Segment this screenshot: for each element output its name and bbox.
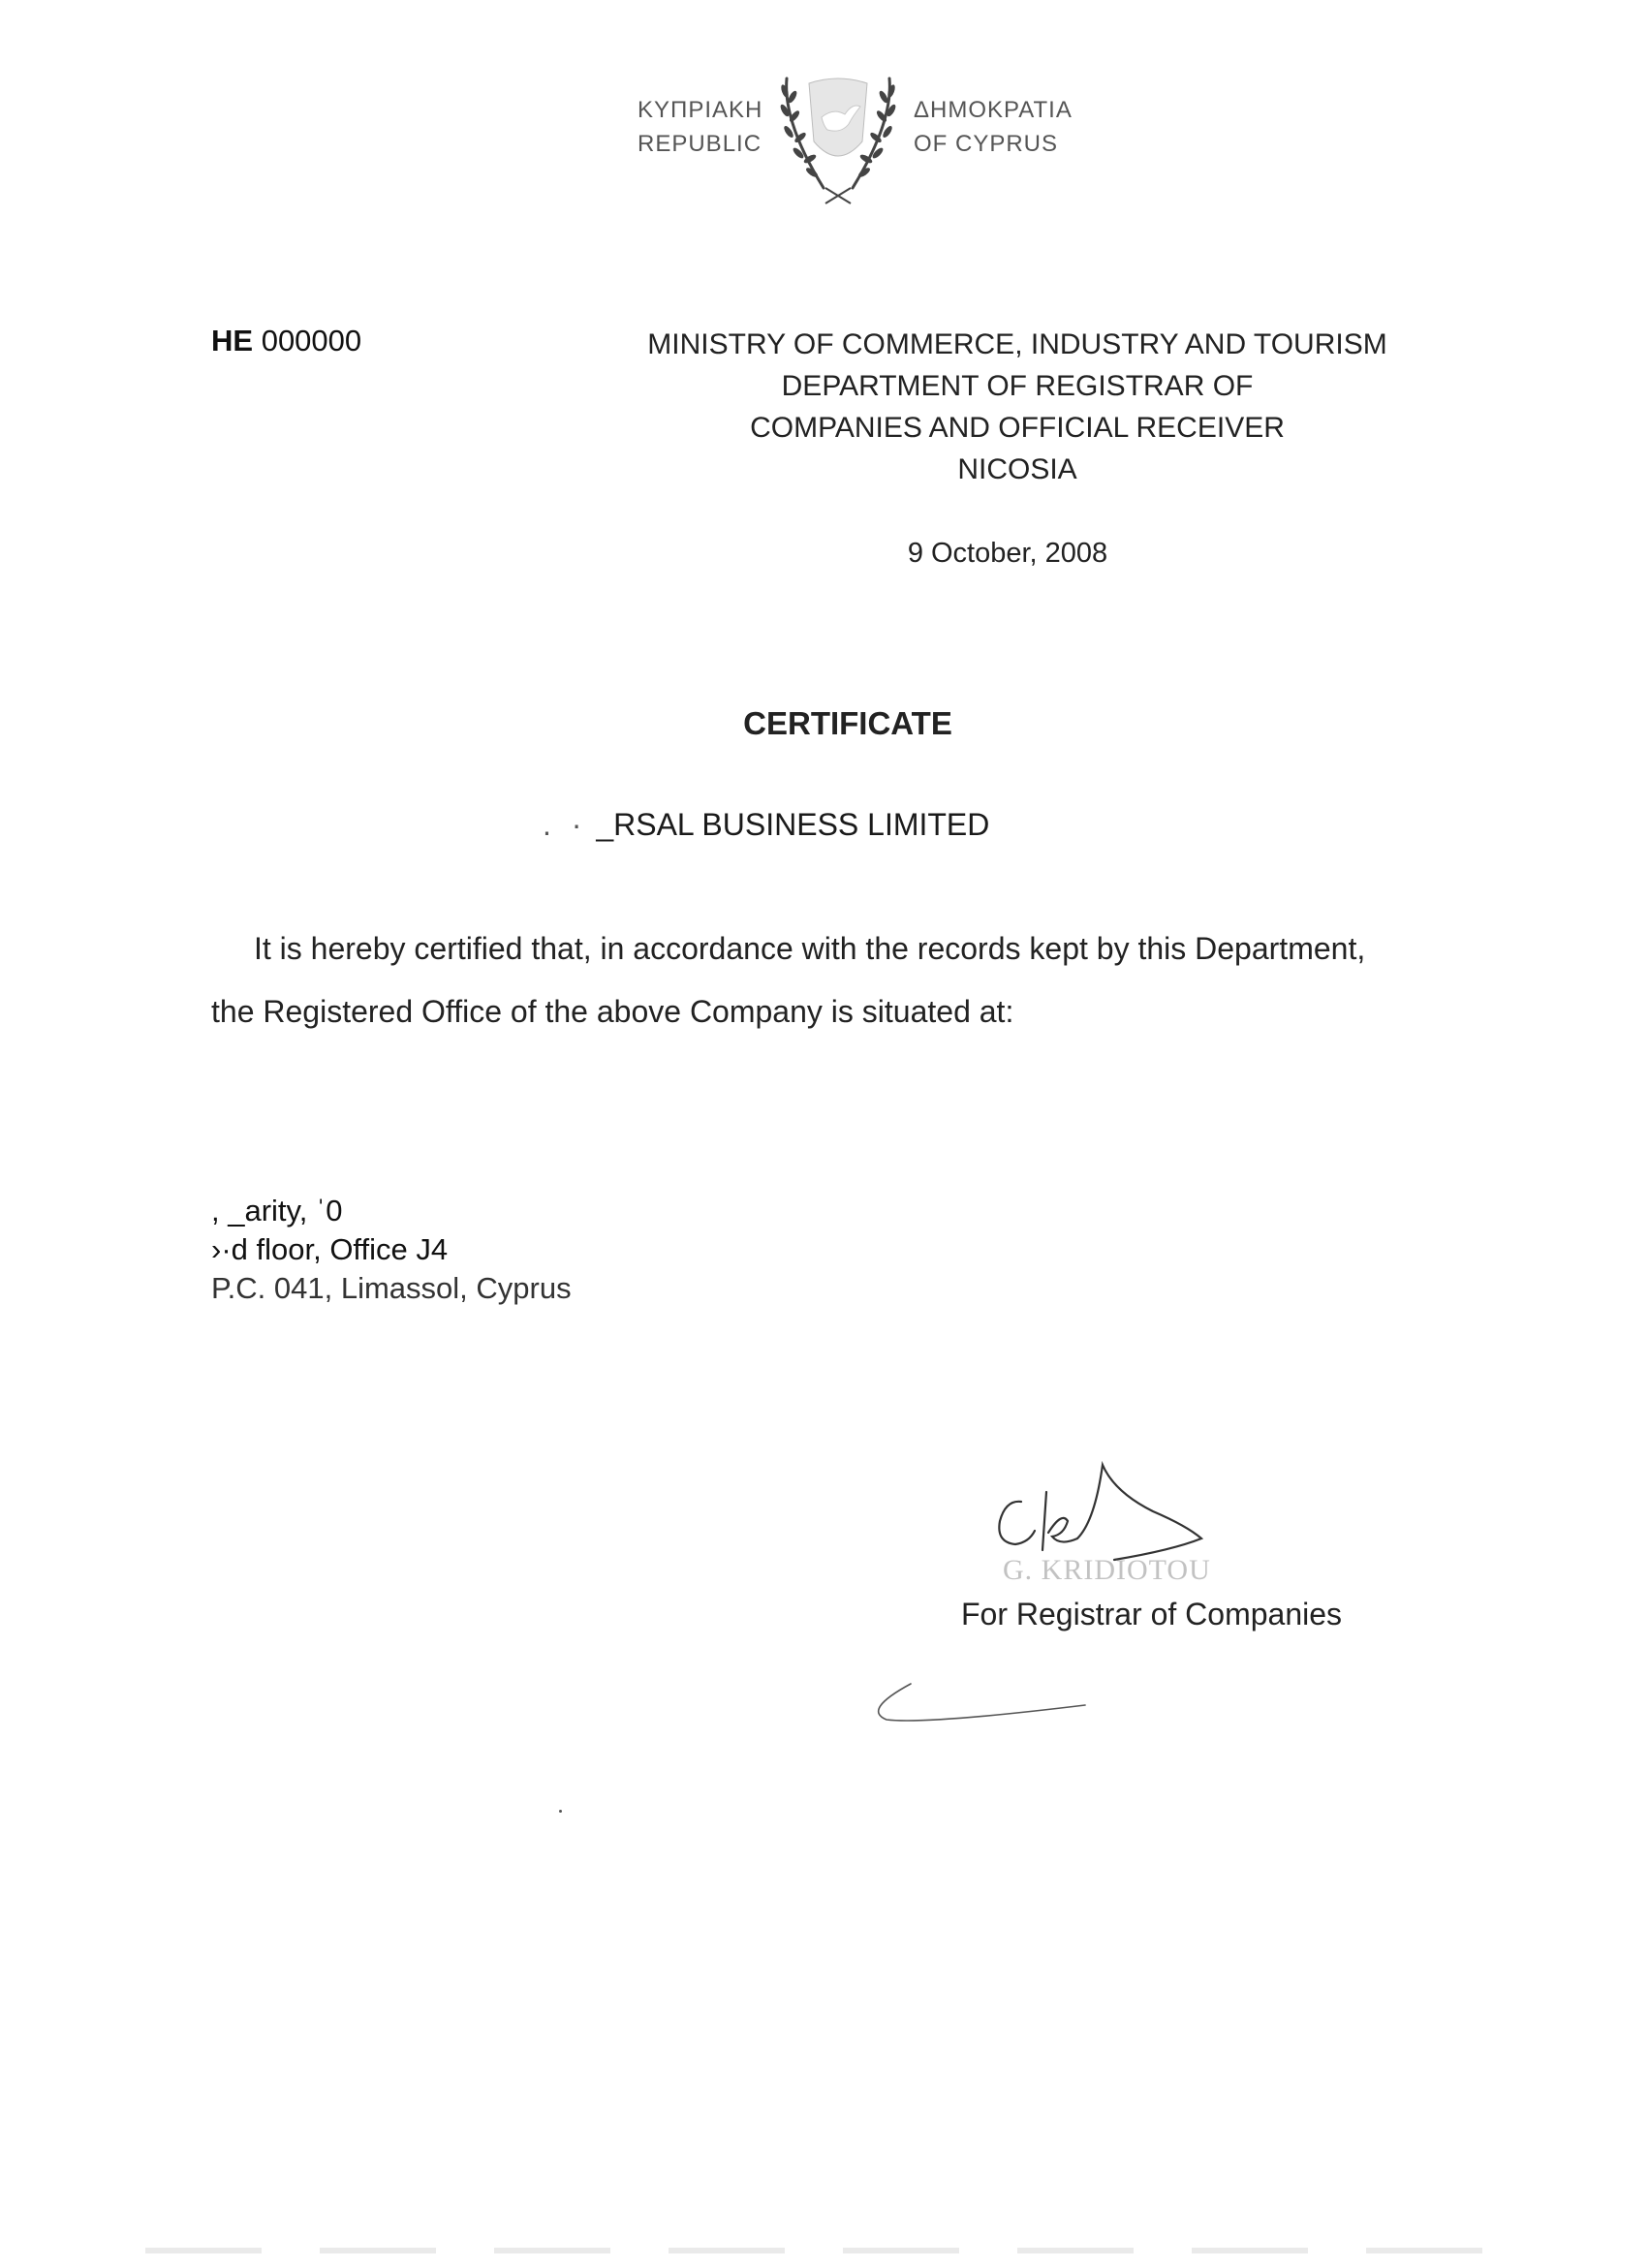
emblem-left-english: REPUBLIC — [638, 131, 762, 157]
company-name-visible: _RSAL BUSINESS LIMITED — [596, 807, 990, 842]
registered-office-address — [211, 1192, 572, 1308]
cyprus-coat-of-arms-icon — [765, 74, 911, 207]
address-line-3: P.C. 041, Limassol, Cyprus — [211, 1271, 572, 1305]
signatory-role: For Registrar of Companies — [961, 1597, 1343, 1631]
signature-flourish — [867, 1676, 1090, 1734]
ministry-line-1: MINISTRY OF COMMERCE, INDUSTRY AND TOURISM — [647, 328, 1387, 360]
emblem-text-right — [914, 93, 1073, 161]
emblem-left-greek: ΚΥΠΡΙΑΚΗ — [638, 97, 763, 123]
certificate-title: CERTIFICATE — [743, 705, 952, 741]
scan-speck — [559, 1810, 562, 1813]
ministry-line-2: DEPARTMENT OF REGISTRAR OF — [781, 370, 1254, 402]
address-line-2: ›·d floor, Office J4 — [211, 1232, 449, 1266]
document-date: 9 October, 2008 — [907, 538, 1108, 569]
certification-paragraph-line-1: It is hereby certified that, in accordance with the records kept by this Department, — [254, 931, 1366, 966]
reference-number — [211, 324, 361, 358]
emblem-right-english: OF CYPRUS — [914, 131, 1059, 157]
certification-paragraph-line-2: the Registered Office of the above Company is situated at: — [211, 994, 1014, 1029]
ministry-heading — [581, 324, 1453, 490]
company-name-redacted: . · — [543, 807, 588, 842]
address-line-1: , _arity, ˈ0 — [211, 1194, 343, 1227]
reference-digits: 000000 — [261, 324, 362, 357]
emblem-right-greek: ΔΗΜΟΚΡΑΤΙΑ — [914, 97, 1073, 123]
emblem-text-left — [638, 93, 762, 161]
company-name — [543, 807, 1182, 843]
ministry-line-4: NICOSIA — [957, 453, 1077, 485]
ministry-line-3: COMPANIES AND OFFICIAL RECEIVER — [750, 412, 1285, 444]
scan-edge-artifact — [145, 2248, 1502, 2253]
signatory-printed-name: G. KRIDIOTOU — [1003, 1554, 1211, 1586]
reference-prefix: HE — [211, 324, 254, 357]
